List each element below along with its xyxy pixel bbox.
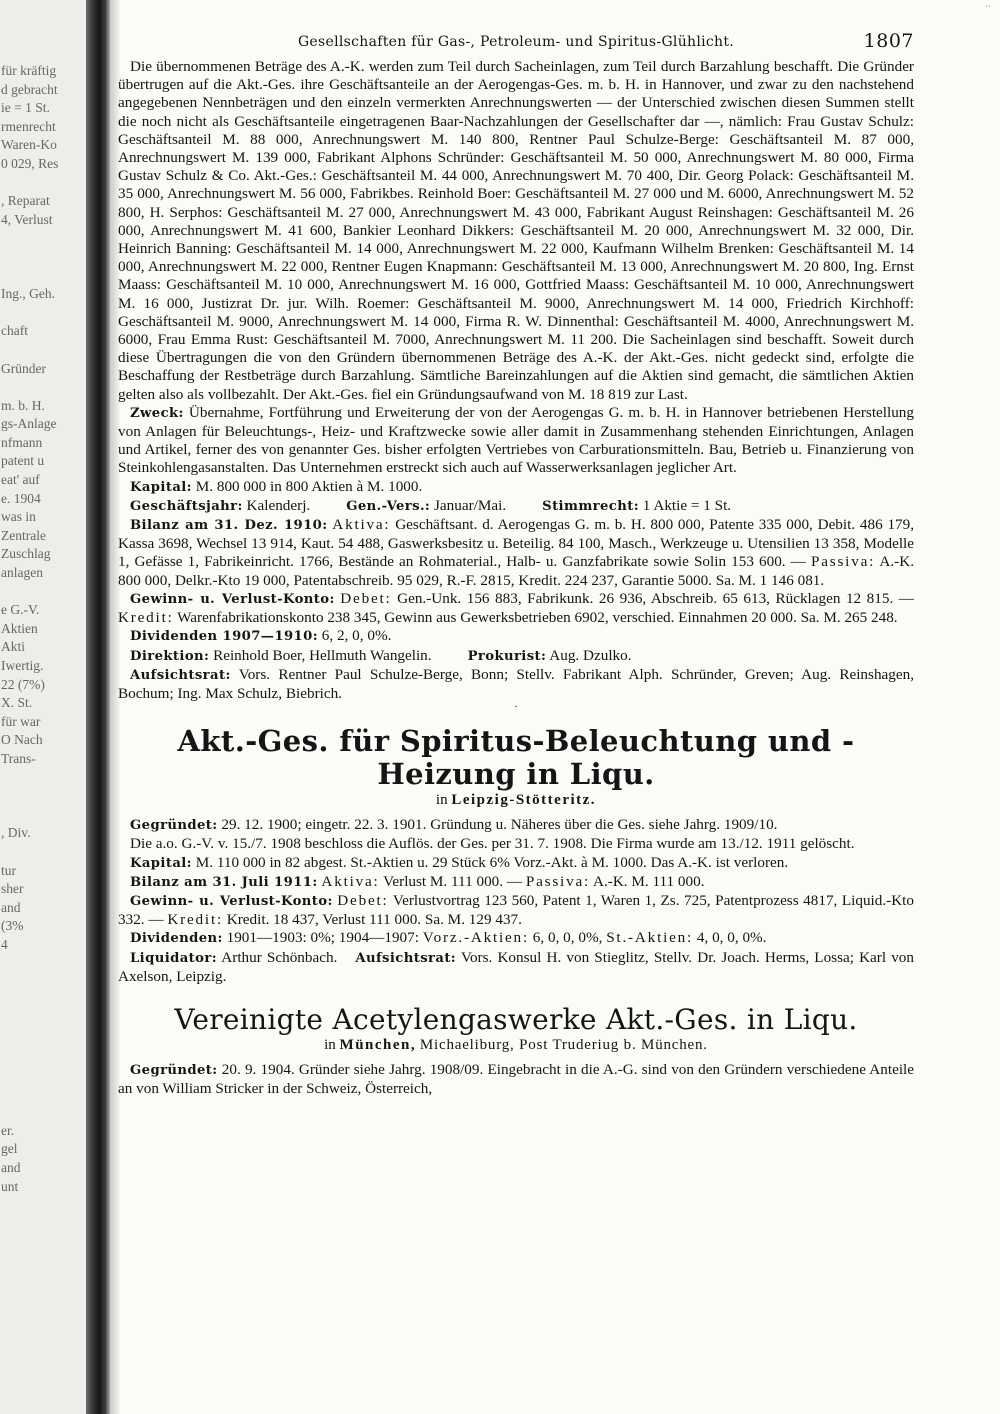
- founders-paragraph: Die übernommenen Beträge des A.-K. werden zum Teil durch Sacheinlagen, zum Teil durch Barzahlung beschafft. Die Gründer übertrugen auf die Akt.-Ges. ihre Geschäftsanteile an der Aerogengas-Ges. m. b. H. in Hannover, und zwar zu den nachstehend angegebenen Nennbeträgen und den einzeln vermerkten Anrechnungswerten — der Unterschied zwischen diesen Summen stellt die noch nicht als Geschäftsanteile eingetragenen Baar-Nachzahlungen der Gesellschafter dar —, nämlich: Frau Gustav Schulz: Geschäftsanteil M. 88 000, Anrechnungswert M. 140 800, Rentner Paul Schulze-Berge: Geschäftsanteil M. 87 000, Anrechnungswert M. 139 000, Fabrikant Alphons Schründer: Geschäftsanteil M. 50 000, Anrechnungswert M. 80 000, Firma Gustav Schulz & Co. Akt.-Ges.: Geschäftsanteil M. 44 000, Anrechnungswert M. 70 400, Dir. Georg Polack: Geschäftsanteil M. 35 000, Anrechnungswert M. 56 000, Fabrikbes. Reinhold Boer: Geschäftsanteil M. 27 000 und M. 6000, Anrechnungswert M. 52 800, H. Serphos: Geschäftsanteil M. 27 000, Anrechnungswert M. 43 000, Fabrikant August Reinshagen: Geschäftsanteil M. 26 000, Anrechnungswert M. 41 600, Bankier Leonhard Dikkers: Geschäftsanteil M. 20 000, Anrechnungswert M. 32 000, Dir. Heinrich Banning: Geschäftsanteil M. 14 000, Anrechnungswert M. 22 000, Kaufmann Wilhelm Brenken: Geschäftsanteil M. 14 000, Anrechnungswert M. 22 000, Rentner Eugen Knapmann: Geschäftsanteil M. 13 000, Anrechnungswert M. 20 800, Ing. Ernst Maass: Geschäftsanteil M. 10 000, Anrechnungswert M. 16 000, Gottfried Maass: Geschäftsanteil M. 10 000, Anrechnungswert M. 16 000, Justizrat Dr. jur. Wilh. Roemer: Geschäftsanteil M. 9000, Anrechnungswert M. 14 000, Friedrich Kirchhoff: Geschäftsanteil M. 9000, Anrechnungswert M. 14 000, Firma R. W. Dinnenthal: Geschäftsanteil M. 4000, Anrechnungswert M. 6000, Frau Emma Rust: Geschäftsanteil M. 7000, Anrechnungswert M. 11 200. Die Sacheinlagen sind beschafft. Soweit durch diese Übertragungen die von den Gründern übernommenen Beträge des A.-K. der Akt.-Ges. nicht gedeckt sind, erfolgte die Beschaffung der Restbeträge durch Barzahlung. Sämtliche Bareinzahlungen auf die Aktien sind gemacht, die sämtlichen Aktien gelten also als vollbezahlt. Der Akt.-Ges. fiel ein Gründungsaufwand von M. 18 819 zur Last.: [118, 58, 914, 403]
- dividenden-text: 6, 2, 0, 0%.: [321, 627, 392, 645]
- guv-paragraph: [118, 590, 914, 627]
- margin-fragment: Iwertig.: [1, 658, 44, 673]
- margin-fragment: d gebracht: [1, 81, 58, 97]
- bilanz-paragraph: Bilanz am 31. Dez. 1910: Aktiva: Geschäftsant. d. Aerogengas G. m. b. H. 800 000, Patente 335 000, Debit. 486 179, Kassa 3698, Wechsel 13 914, Kaut. 54 488, Gaswerksbesitz u. Beteilig. 84 100, Masch., Werkzeuge u. Utensilien 13 358, Modelle 1, Gefässe 1, Fabrikeinricht. 1766, Bestände an Rohmaterial., Halb- u. Ganzfabrikate sowie Solin 153 600. — Passiva: A.-K. 800 000, Delkr.-Kto 19 000, Patentabschreib. 95 029, R.-F. 2815, Kredit. 224 237, Garantie 5000. Sa. M. 1 146 081.: [118, 516, 915, 589]
- margin-fragment: tur: [1, 862, 16, 878]
- bilanz-label: Bilanz am 31. Dez. 1910:: [130, 518, 328, 534]
- geschaeftsjahr-label: Geschäftsjahr:: [130, 498, 243, 514]
- margin-fragment: [0, 843, 86, 862]
- loc-prefix: in: [435, 792, 448, 809]
- kapital-text: M. 110 000 in 82 abgest. St.-Aktien u. 29 Stück 6% Vorz.-Akt. à M. 1000. Das A.-K. ist verloren.: [195, 853, 789, 871]
- dividenden-paragraph: [118, 627, 914, 646]
- genvers-text: Januar/Mai.: [434, 496, 507, 514]
- margin-fragment: rmenrecht: [1, 118, 56, 134]
- previous-page-edge: [0, 0, 86, 1414]
- gegruendet-label: Gegründet:: [130, 818, 218, 834]
- margin-fragment: 22 (7%): [1, 676, 45, 692]
- firm-title: Akt.-Ges. für Spiritus-Beleuchtung und -Heizung in Liqu.: [177, 724, 855, 792]
- loc-city: Leipzig-Stötteritz.: [451, 792, 597, 809]
- gegruendet-paragraph: [118, 1061, 914, 1098]
- stimmrecht-text: 1 Aktie = 1 St.: [642, 496, 732, 514]
- dividenden-paragraph: [118, 929, 914, 948]
- vorz-label: Vorz.-Aktien:: [422, 929, 529, 947]
- passiva-text: A.-K. M. 111 000.: [593, 872, 705, 890]
- margin-fragment: unt: [1, 1178, 19, 1194]
- aufsichtsrat-text: Vors. Rentner Paul Schulze-Berge, Bonn; Stellv. Fabrikant Alph. Schründer, Greven; Aug. Reinshagen, Bochum; Ing. Max Schulz, Biebrich.: [118, 665, 914, 702]
- guv-label: Gewinn- u. Verlust-Konto:: [130, 893, 333, 909]
- passiva-label: Passiva:: [525, 872, 591, 890]
- margin-fragment: [0, 1010, 86, 1029]
- firm-title: Vereinigte Acetylengaswerke Akt.-Ges. in Liqu.: [174, 1002, 858, 1036]
- margin-fragment: , Reparat: [1, 193, 50, 209]
- direktion-paragraph: [118, 647, 914, 666]
- debet-text: Verlustvortrag 123 560, Patent 1, Waren 1, Zs. 725, Patentprozess 4817, Liquid.-Kto 332. —: [118, 891, 914, 929]
- kapital-paragraph: [118, 478, 914, 497]
- liquidator-label: Liquidator:: [130, 950, 217, 966]
- separator-dot: ·: [514, 702, 518, 714]
- margin-fragment: was in: [1, 509, 36, 525]
- meta-paragraph: [118, 497, 914, 516]
- margin-fragment: e G.-V.: [1, 602, 40, 618]
- running-title: Gesellschaften für Gas-, Petroleum- und Spiritus-Glühlicht.: [297, 34, 735, 50]
- zweck-text: Übernahme, Fortführung und Erweiterung der von der Aerogengas G. m. b. H. in Hannover betriebenen Herstellung von Anlagen für Beleuchtungs-, Heiz- und Kraftzwecke sowie aller damit in Zusammenhang stehenden Einrichtungen, Anlagen und Artikel, ferner des von genannter Ges. bisher erfolgten Vertriebes von Carburationsmitteln. Bau, Betrieb u. Finanzierung von Steinkohlengasanstalten. Das Unternehmen erstreckt sich auch auf Wasserwerksanlagen jeglicher Art.: [118, 403, 914, 477]
- kredit-text: Kredit. 18 437, Verlust 111 000. Sa. M. 129 437.: [226, 911, 522, 929]
- gegruendet-text: 29. 12. 1900; eingetr. 22. 3. 1901. Gründung u. Näheres über die Ges. siehe Jahrg. 1909/10.: [221, 816, 778, 834]
- margin-fragment: 4, Verlust: [1, 211, 53, 227]
- margin-fragment: [0, 304, 86, 323]
- margin-fragment: Akti: [1, 639, 26, 655]
- margin-fragment: e. 1904: [1, 490, 41, 506]
- margin-fragment: X. St.: [1, 695, 33, 711]
- zweck-paragraph: [118, 404, 914, 478]
- margin-fragment: ie = 1 St.: [1, 100, 50, 116]
- loc-prefix: in: [324, 1036, 336, 1053]
- geschaeftsjahr-text: Kalenderj.: [246, 496, 311, 514]
- margin-fragment: [0, 174, 86, 193]
- gegruendet-text: 20. 9. 1904. Gründer siehe Jahrg. 1908/09. Eingebracht in die A.-G. sind von den Gründern verschiedene Anteile an von William Stricker in der Schweiz, Österreich,: [118, 1060, 915, 1098]
- aktiva-text: Geschäftsant. d. Aerogengas G. m. b. H. 800 000, Patente 335 000, Debit. 486 179, Kassa 3698, Wechsel 13 914, Kaut. 54 488, Gaswerksbesitz u. Beteilig. 84 100, Masch., Werkzeuge u. Utensilien 13 358, Modelle 1, Gefässe 1, Fabrikeinricht. 1766, Bestände an Rohmaterial., Halb- u. Ganzfabrikate sowie Solin 153 600.: [118, 516, 915, 571]
- kapital-text: M. 800 000 in 800 Aktien à M. 1000.: [195, 477, 423, 495]
- margin-fragment: [0, 806, 86, 825]
- margin-fragment: chaft: [1, 323, 28, 339]
- firm-location: [118, 1036, 914, 1055]
- running-header: [118, 28, 914, 58]
- margin-fragment: Waren-Ko: [1, 137, 57, 153]
- margin-fragment: [0, 787, 86, 806]
- kredit-text: Warenfabrikationskonto 238 345, Gewinn aus Gewerksbetrieben 6902, verschied. Einnahmen 20 000. Sa. M. 265 248.: [177, 609, 898, 627]
- margin-fragment: Trans-: [1, 750, 36, 766]
- margin-fragment: [0, 769, 86, 788]
- margin-fragment: [0, 378, 86, 397]
- margin-fragment: nfmann: [1, 434, 43, 450]
- firm-location: [118, 791, 914, 810]
- bilanz-paragraph: [118, 873, 914, 892]
- prokurist-text: Aug. Dzulko.: [549, 646, 632, 664]
- margin-fragment: [0, 1029, 86, 1048]
- aufsichtsrat-text: Vors. Konsul H. von Stieglitz, Stellv. Dr. Joach. Herms, Lossa; Karl von Axelson, Leipzig.: [118, 948, 914, 985]
- zweck-label: Zweck:: [130, 405, 184, 421]
- margin-fragment: [0, 973, 86, 992]
- guv-paragraph: [118, 892, 914, 929]
- direktion-text: Reinhold Boer, Hellmuth Wangelin.: [213, 646, 432, 664]
- vorz-text: 6, 0, 0, 0%,: [532, 929, 603, 947]
- margin-fragment: Ing., Geh.: [1, 286, 55, 302]
- margin-fragment: Aktien: [1, 620, 38, 636]
- guv-label: Gewinn- u. Verlust-Konto:: [130, 591, 335, 607]
- kapital-paragraph: [118, 854, 914, 873]
- kapital-label: Kapital:: [130, 479, 192, 495]
- direktion-label: Direktion:: [130, 648, 210, 664]
- margin-fragment: gs-Anlage: [1, 416, 57, 432]
- margin-fragment: sher: [1, 881, 24, 897]
- margin-fragment: für war: [1, 713, 41, 729]
- bilanz-label: Bilanz am 31. Juli 1911:: [130, 874, 318, 890]
- margin-fragment: 4: [1, 936, 8, 952]
- margin-fragment: [0, 1066, 86, 1085]
- binding-gutter: [86, 0, 110, 1414]
- margin-fragment: O Nach: [1, 732, 43, 748]
- gegruendet-paragraph: [118, 816, 914, 835]
- kapital-label: Kapital:: [130, 855, 192, 871]
- previous-page-fragments: [0, 0, 86, 1196]
- margin-fragment: anlagen: [1, 565, 43, 581]
- margin-fragment: and: [1, 1160, 21, 1176]
- margin-fragment: Zuschlag: [1, 546, 51, 562]
- aktiva-label: Aktiva:: [321, 872, 380, 890]
- margin-fragment: [0, 955, 86, 974]
- gv-paragraph: Die a.o. G.-V. v. 15./7. 1908 beschloss die Auflös. der Ges. per 31. 7. 1908. Die Firma wurde am 13./12. 1911 gelöscht.: [130, 835, 855, 853]
- firm-entry-spiritus: [118, 725, 914, 986]
- entry-continuation: [118, 58, 914, 703]
- stimmrecht-label: Stimmrecht:: [542, 498, 639, 514]
- aktiva-text: Verlust M. 111 000. —: [383, 872, 523, 890]
- dividenden-text: 1901—1903: 0%; 1904—1907:: [226, 929, 419, 947]
- dividenden-label: Dividenden 1907—1910:: [130, 629, 318, 645]
- margin-fragment: [0, 992, 86, 1011]
- genvers-label: Gen.-Vers.:: [346, 498, 431, 514]
- margin-fragment: and: [1, 899, 21, 915]
- margin-fragment: [0, 1103, 86, 1122]
- margin-fragment: [0, 1047, 86, 1066]
- margin-fragment: m. b. H.: [1, 397, 45, 413]
- loc-city: München,: [339, 1036, 417, 1053]
- corner-mark: ··: [985, 2, 991, 12]
- margin-fragment: [0, 267, 86, 286]
- page-number: 1807: [863, 30, 914, 52]
- passiva-text: A.-K. 800 000, Delkr.-Kto 19 000, Patentabschreib. 95 029, R.-F. 2815, Kredit. 224 237, Garantie 5000. Sa. M. 1 146 081.: [118, 553, 914, 589]
- margin-fragment: Gründer: [1, 360, 46, 376]
- st-text: 4, 0, 0, 0%.: [696, 929, 767, 947]
- kredit-label: Kredit:: [118, 609, 174, 627]
- margin-fragment: (3%: [1, 918, 24, 934]
- aufsichtsrat-paragraph: [118, 666, 914, 703]
- debet-label: Debet:: [337, 891, 389, 909]
- margin-fragment: [0, 229, 86, 248]
- st-label: St.-Aktien:: [606, 929, 694, 947]
- margin-fragment: er.: [1, 1122, 15, 1138]
- gegruendet-label: Gegründet:: [130, 1062, 218, 1078]
- dividenden-label: Dividenden:: [130, 931, 223, 947]
- margin-fragment: für kräftig: [1, 63, 57, 78]
- margin-fragment: , Div.: [1, 825, 31, 841]
- margin-fragment: [0, 1085, 86, 1104]
- aufsichtsrat-label: Aufsichtsrat:: [355, 950, 457, 966]
- debet-label: Debet:: [340, 589, 392, 607]
- liquidator-text: Arthur Schönbach.: [221, 948, 338, 966]
- debet-text: Gen.-Unk. 156 883, Fabrikunk. 26 936, Abschreib. 65 613, Rücklagen 12 815. —: [397, 589, 914, 607]
- passiva-label: Passiva:: [810, 553, 876, 571]
- margin-fragment: gel: [1, 1141, 18, 1157]
- margin-fragment: [0, 248, 86, 267]
- kredit-label: Kredit:: [167, 911, 223, 929]
- liquidator-paragraph: [118, 949, 914, 986]
- margin-fragment: patent u: [1, 453, 45, 469]
- firm-entry-acetylen: [118, 1004, 914, 1098]
- margin-fragment: [0, 583, 86, 602]
- page: [118, 28, 914, 1098]
- margin-fragment: [0, 341, 86, 360]
- margin-fragment: Zentrale: [1, 527, 46, 543]
- prokurist-label: Prokurist:: [467, 648, 547, 664]
- margin-fragment: eat' auf: [1, 472, 40, 488]
- loc-rest: Michaeliburg, Post Truderiug b. München.: [419, 1036, 708, 1053]
- aktiva-label: Aktiva:: [332, 516, 391, 534]
- aufsichtsrat-label: Aufsichtsrat:: [130, 667, 231, 683]
- margin-fragment: 0 029, Res: [1, 155, 59, 171]
